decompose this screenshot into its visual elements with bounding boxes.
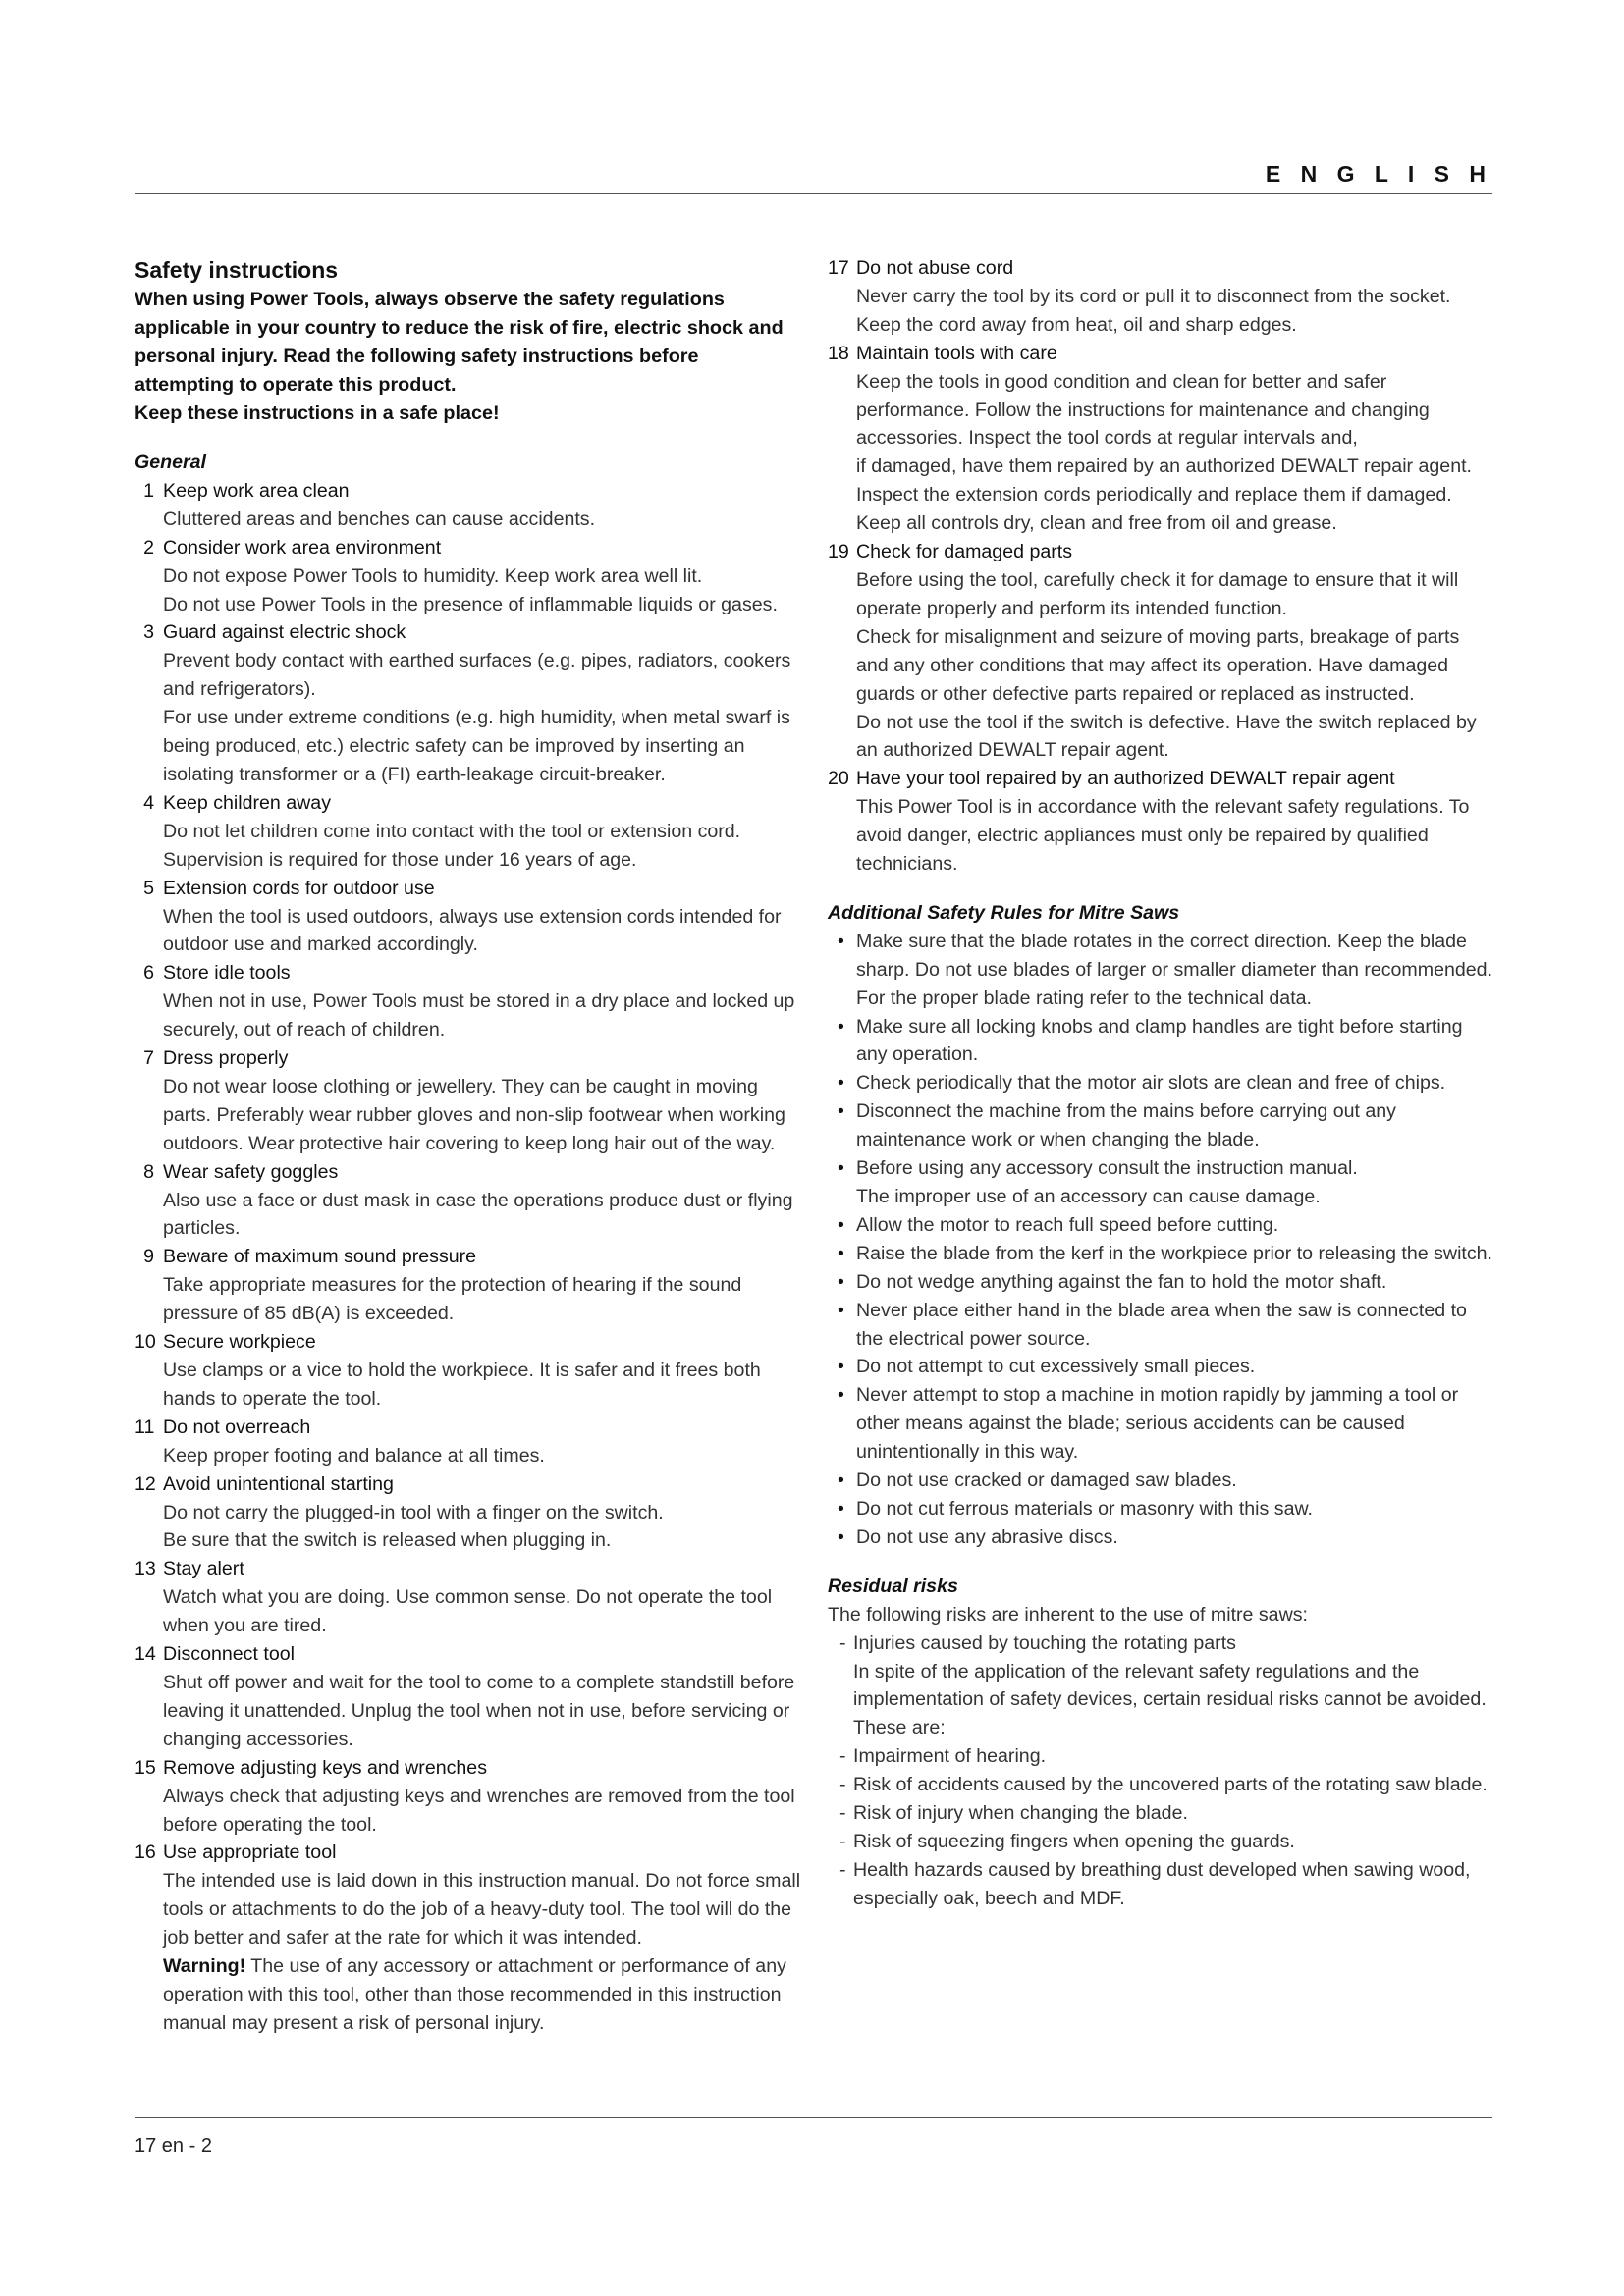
risk-text: Injuries caused by touching the rotating parts In spite of the application of the relevant safety regulations and the implementation of safety devices, certain residual risks cannot be avoided. These are: xyxy=(853,1631,1487,1739)
list-item xyxy=(828,538,1495,765)
list-item xyxy=(828,1856,1495,1913)
bullet-text: Make sure that the blade rotates in the correct direction. Keep the blade sharp. Do not use blades of larger or smaller diameter than recommended. For the proper blade rating refer to the technical data. xyxy=(856,930,1493,1009)
item-number: 5 xyxy=(143,877,154,899)
list-item xyxy=(135,534,802,619)
list-item xyxy=(828,1097,1495,1154)
item-body: Watch what you are doing. Use common sense. Do not operate the tool when you are tired. xyxy=(163,1586,773,1637)
item-number: 9 xyxy=(143,1246,154,1268)
list-item xyxy=(135,477,802,534)
footer-divider xyxy=(135,2117,1492,2118)
bullet-text: Do not cut ferrous materials or masonry with this saw. xyxy=(856,1497,1313,1520)
warning-text: The use of any accessory or attachment or performance of any operation with this tool, other than those recommended in this instruction manual may present a risk of personal injury. xyxy=(163,1955,786,2034)
item-heading: Wear safety goggles xyxy=(163,1160,339,1183)
item-heading: Check for damaged parts xyxy=(856,541,1072,563)
general-list-continued xyxy=(828,254,1495,879)
bullet-text: Raise the blade from the kerf in the workpiece prior to releasing the switch. xyxy=(856,1242,1493,1264)
list-item xyxy=(828,340,1495,538)
list-item xyxy=(828,1629,1495,1743)
list-item xyxy=(135,1470,802,1556)
item-number: 8 xyxy=(143,1160,154,1183)
item-number: 19 xyxy=(828,541,849,563)
dash-icon: - xyxy=(839,1631,846,1654)
list-item xyxy=(828,254,1495,340)
item-heading: Disconnect tool xyxy=(163,1643,295,1666)
item-body-text: The intended use is laid down in this instruction manual. Do not force small tools or attachments to do the job of a heavy-duty tool. The tool will do the job better and safer at the rate for which it was intended. xyxy=(163,1870,801,1949)
list-item xyxy=(135,1044,802,1158)
item-body: Also use a face or dust mask in case the operations produce dust or flying particles. xyxy=(163,1189,793,1240)
item-number: 6 xyxy=(143,962,154,985)
bullet-text: Do not attempt to cut excessively small pieces. xyxy=(856,1356,1256,1378)
bullet-icon: • xyxy=(838,1100,844,1123)
risk-text: Health hazards caused by breathing dust developed when sawing wood, especially oak, beech and MDF. xyxy=(853,1858,1471,1909)
risk-text: Risk of squeezing fingers when opening the guards. xyxy=(853,1830,1295,1852)
bullet-text: Allow the motor to reach full speed before cutting. xyxy=(856,1213,1279,1236)
subsection-title-general: General xyxy=(135,452,206,473)
item-body: Always check that adjusting keys and wrenches are removed from the tool before operating the tool. xyxy=(163,1785,795,1836)
item-body: Use clamps or a vice to hold the workpiece. It is safer and it frees both hands to operate the tool. xyxy=(163,1360,761,1410)
item-number: 14 xyxy=(135,1643,156,1666)
list-item xyxy=(828,928,1495,1013)
dash-icon: - xyxy=(839,1830,846,1852)
language-label: E N G L I S H xyxy=(1265,161,1492,187)
bullet-text: Never attempt to stop a machine in motion rapidly by jamming a tool or other means against the blade; serious accidents can be caused unintentionally in this way. xyxy=(856,1384,1459,1464)
bullet-text: Do not wedge anything against the fan to hold the motor shaft. xyxy=(856,1270,1387,1293)
list-item xyxy=(828,765,1495,879)
intro-keep-note: Keep these instructions in a safe place! xyxy=(135,402,500,424)
item-number: 15 xyxy=(135,1756,156,1779)
dash-icon: - xyxy=(839,1745,846,1768)
bullet-icon: • xyxy=(838,1299,844,1321)
list-item xyxy=(828,1523,1495,1552)
item-number: 13 xyxy=(135,1558,156,1580)
item-heading: Have your tool repaired by an authorized DEWALT repair agent xyxy=(856,768,1395,790)
bullet-icon: • xyxy=(838,930,844,952)
item-heading: Maintain tools with care xyxy=(856,342,1057,364)
item-number: 17 xyxy=(828,257,849,279)
item-body: Never carry the tool by its cord or pull it to disconnect from the socket. Keep the cord away from heat, oil and sharp edges. xyxy=(856,285,1451,336)
bullet-icon: • xyxy=(838,1213,844,1236)
list-item xyxy=(828,1799,1495,1828)
risk-text: Impairment of hearing. xyxy=(853,1745,1047,1768)
bullet-icon: • xyxy=(838,1157,844,1180)
item-heading: Extension cords for outdoor use xyxy=(163,877,435,899)
item-number: 18 xyxy=(828,342,849,364)
list-item xyxy=(135,618,802,788)
item-number: 11 xyxy=(135,1415,155,1438)
item-body: Do not wear loose clothing or jewellery. They can be caught in moving parts. Preferably wear rubber gloves and non-slip footwear when working outdoors. Wear protective hair covering to keep long hair out of the way. xyxy=(163,1075,785,1154)
item-body: Keep proper footing and balance at all times. xyxy=(163,1444,545,1467)
section-title-safety: Safety instructions xyxy=(135,257,339,283)
left-column xyxy=(135,254,802,2038)
safety-intro xyxy=(135,286,802,428)
list-item xyxy=(135,1640,802,1754)
item-heading: Do not overreach xyxy=(163,1415,311,1438)
list-item xyxy=(828,1828,1495,1856)
list-item xyxy=(135,875,802,960)
item-heading: Keep children away xyxy=(163,791,332,814)
list-item xyxy=(828,1353,1495,1381)
list-item xyxy=(135,1158,802,1244)
list-item xyxy=(828,1495,1495,1523)
item-heading: Dress properly xyxy=(163,1047,289,1070)
dash-icon: - xyxy=(839,1774,846,1796)
risk-text: Risk of injury when changing the blade. xyxy=(853,1802,1188,1825)
item-body: This Power Tool is in accordance with the relevant safety regulations. To avoid danger, electric appliances must only be repaired by qualified technicians. xyxy=(856,796,1470,876)
list-item xyxy=(828,1069,1495,1097)
item-heading: Remove adjusting keys and wrenches xyxy=(163,1756,488,1779)
list-item xyxy=(828,1381,1495,1467)
bullet-icon: • xyxy=(838,1497,844,1520)
item-heading: Secure workpiece xyxy=(163,1331,316,1354)
item-body: When not in use, Power Tools must be stored in a dry place and locked up securely, out of reach of children. xyxy=(163,990,795,1041)
list-item xyxy=(135,1754,802,1840)
item-number: 7 xyxy=(143,1047,154,1070)
bullet-icon: • xyxy=(838,1242,844,1264)
header-divider xyxy=(135,193,1492,194)
item-heading: Stay alert xyxy=(163,1558,244,1580)
item-body: Do not carry the plugged-in tool with a finger on the switch. Be sure that the switch is released when plugging in. xyxy=(163,1501,664,1552)
list-item xyxy=(828,1211,1495,1240)
item-number: 2 xyxy=(143,536,154,559)
item-number: 20 xyxy=(828,768,849,790)
item-body: Do not expose Power Tools to humidity. Keep work area well lit. Do not use Power Tools in the presence of inflammable liquids or gases. xyxy=(163,564,778,615)
item-number: 3 xyxy=(143,621,154,644)
general-list xyxy=(135,477,802,2038)
bullet-icon: • xyxy=(838,1384,844,1407)
list-item xyxy=(135,1243,802,1328)
subsection-title-residual: Residual risks xyxy=(828,1575,958,1597)
bullet-text: Before using any accessory consult the instruction manual. The improper use of an accessory can cause damage. xyxy=(856,1157,1358,1207)
list-item xyxy=(828,1268,1495,1297)
mitre-rules-list xyxy=(828,928,1495,1552)
item-heading: Keep work area clean xyxy=(163,479,350,502)
bullet-icon: • xyxy=(838,1469,844,1492)
item-heading: Avoid unintentional starting xyxy=(163,1472,394,1495)
item-heading: Store idle tools xyxy=(163,962,291,985)
page-number: 17 en - 2 xyxy=(135,2135,212,2157)
item-number: 4 xyxy=(143,791,154,814)
item-number: 10 xyxy=(135,1331,156,1354)
list-item xyxy=(828,1154,1495,1211)
list-item xyxy=(828,1467,1495,1495)
list-item xyxy=(828,1013,1495,1070)
item-heading: Consider work area environment xyxy=(163,536,442,559)
item-heading: Beware of maximum sound pressure xyxy=(163,1246,477,1268)
bullet-text: Do not use cracked or damaged saw blades. xyxy=(856,1469,1237,1492)
item-body: When the tool is used outdoors, always use extension cords intended for outdoor use and marked accordingly. xyxy=(163,905,782,956)
bullet-text: Check periodically that the motor air slots are clean and free of chips. xyxy=(856,1072,1446,1095)
risk-text: Risk of accidents caused by the uncovered parts of the rotating saw blade. xyxy=(853,1774,1488,1796)
item-body: Cluttered areas and benches can cause accidents. xyxy=(163,507,596,530)
item-body: Shut off power and wait for the tool to come to a complete standstill before leaving it unattended. Unplug the tool when not in use, before servicing or changing accessories. xyxy=(163,1671,795,1750)
list-item xyxy=(135,1414,802,1470)
right-column xyxy=(828,254,1495,1913)
list-item xyxy=(828,1742,1495,1771)
bullet-icon: • xyxy=(838,1015,844,1038)
list-item xyxy=(135,959,802,1044)
residual-risks-list xyxy=(828,1629,1495,1913)
intro-paragraph: When using Power Tools, always observe the safety regulations applicable in your country to reduce the risk of fire, electric shock and personal injury. Read the following safety instructions before attempting to operate this product. xyxy=(135,289,784,396)
residual-intro: The following risks are inherent to the use of mitre saws: xyxy=(828,1603,1308,1626)
bullet-text: Never place either hand in the blade area when the saw is connected to the electrical power source. xyxy=(856,1299,1467,1350)
item-body: Before using the tool, carefully check it for damage to ensure that it will operate properly and perform its intended function. Check for misalignment and seizure of moving parts, breakage of parts and any other conditions that may affect its operation. Have damaged guards or other defective parts repaired or replaced as instructed. Do not use the tool if the switch is defective. Have the switch replaced by an authorized DEWALT repair agent. xyxy=(856,568,1477,762)
subsection-title-mitre: Additional Safety Rules for Mitre Saws xyxy=(828,901,1180,924)
list-item xyxy=(828,1297,1495,1354)
bullet-text: Do not use any abrasive discs. xyxy=(856,1525,1118,1548)
list-item xyxy=(135,1328,802,1414)
bullet-icon: • xyxy=(838,1356,844,1378)
item-body: Do not let children come into contact with the tool or extension cord. Supervision is required for those under 16 years of age. xyxy=(163,820,741,871)
item-body: Take appropriate measures for the protection of hearing if the sound pressure of 85 dB(A) is exceeded. xyxy=(163,1274,742,1325)
list-item xyxy=(828,1771,1495,1799)
item-heading: Do not abuse cord xyxy=(856,257,1014,279)
item-body: Prevent body contact with earthed surfaces (e.g. pipes, radiators, cookers and refrigerators). For use under extreme conditions (e.g. high humidity, when metal swarf is being produced, etc.) electric safety can be improved by inserting an isolating transformer or a (FI) earth-leakage circuit-breaker. xyxy=(163,650,791,785)
item-number: 12 xyxy=(135,1472,156,1495)
bullet-text: Disconnect the machine from the mains before carrying out any maintenance work or when changing the blade. xyxy=(856,1100,1396,1151)
item-body: Keep the tools in good condition and clean for better and safer performance. Follow the instructions for maintenance and changing accessories. Inspect the tool cords at regular intervals and, if damaged, have them repaired by an authorized DEWALT repair agent. Inspect the extension cords periodically and replace them if damaged. Keep all controls dry, clean and free from oil and grease. xyxy=(856,370,1472,535)
item-heading: Guard against electric shock xyxy=(163,621,406,644)
bullet-icon: • xyxy=(838,1072,844,1095)
bullet-icon: • xyxy=(838,1525,844,1548)
dash-icon: - xyxy=(839,1858,846,1881)
warning-label: Warning! xyxy=(163,1955,246,1978)
list-item xyxy=(135,1839,802,2037)
dash-icon: - xyxy=(839,1802,846,1825)
list-item xyxy=(135,789,802,875)
item-heading: Use appropriate tool xyxy=(163,1842,337,1864)
bullet-text: Make sure all locking knobs and clamp handles are tight before starting any operation. xyxy=(856,1015,1463,1066)
list-item xyxy=(135,1555,802,1640)
list-item xyxy=(828,1240,1495,1268)
item-number: 1 xyxy=(143,479,154,502)
bullet-icon: • xyxy=(838,1270,844,1293)
item-body xyxy=(163,1867,802,2037)
item-number: 16 xyxy=(135,1842,156,1864)
